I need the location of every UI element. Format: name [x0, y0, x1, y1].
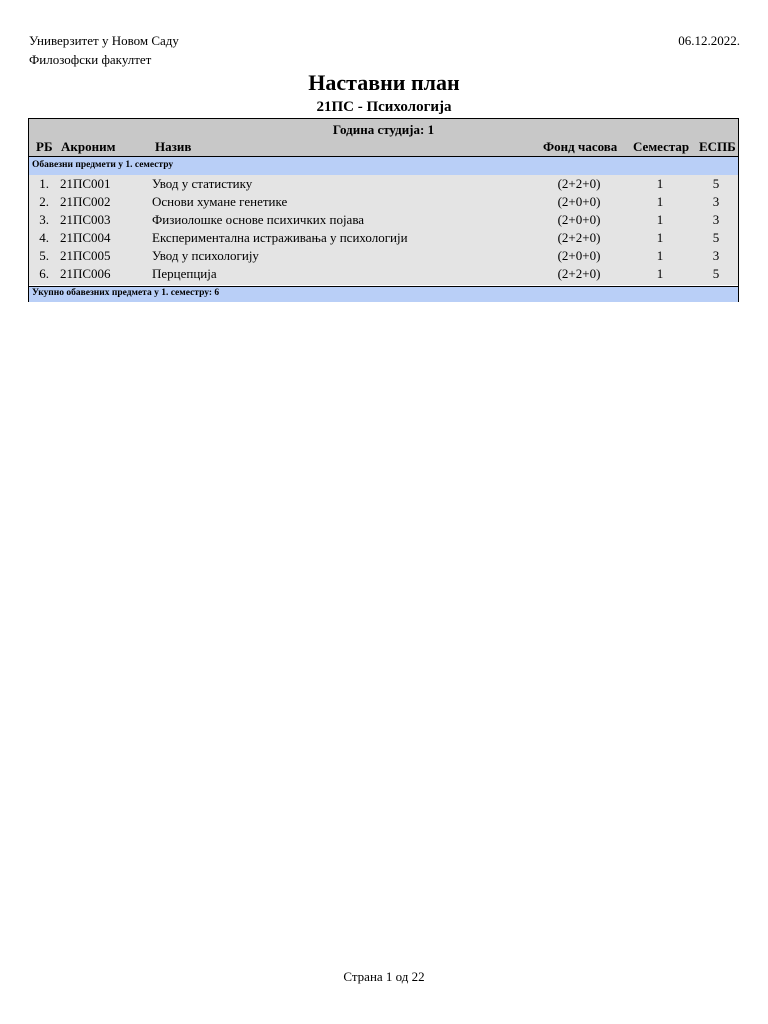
- header-date: 06.12.2022.: [678, 33, 740, 48]
- row-rb: 5.: [39, 248, 49, 263]
- column-header-name: Назив: [155, 139, 192, 154]
- row-semester: 1: [656, 176, 664, 191]
- header-faculty: Филозофски факултет: [29, 52, 152, 67]
- semester-group-label: Обавезни предмети у 1. семестру: [32, 160, 174, 170]
- document-title: Наставни план: [308, 70, 460, 95]
- row-acronym: 21ПС006: [60, 266, 111, 281]
- row-semester: 1: [656, 230, 664, 245]
- row-rb: 4.: [39, 230, 49, 245]
- column-header-hours: Фонд часова: [543, 139, 618, 154]
- table-row: [29, 229, 738, 247]
- table-row: [29, 247, 738, 265]
- row-ects: 3: [712, 194, 720, 209]
- semester-total-band: [29, 286, 738, 302]
- document-subtitle: 21ПС - Психологија: [316, 99, 452, 115]
- row-semester: 1: [656, 212, 664, 227]
- row-rb: 1.: [39, 176, 49, 191]
- row-acronym: 21ПС005: [60, 248, 111, 263]
- course-rows: [29, 175, 738, 285]
- year-header: [29, 119, 738, 157]
- column-header-semester: Семестар: [633, 139, 690, 154]
- row-hours: (2+0+0): [557, 194, 601, 209]
- row-ects: 3: [712, 212, 720, 227]
- plan-table: [28, 118, 739, 302]
- row-semester: 1: [656, 266, 664, 281]
- column-header-rb: РБ: [36, 139, 53, 154]
- row-hours: (2+0+0): [557, 212, 601, 227]
- semester-group-band: [29, 157, 738, 175]
- row-hours: (2+2+0): [557, 176, 601, 191]
- row-hours: (2+0+0): [557, 248, 601, 263]
- row-name: Експериментална истраживања у психологији: [152, 230, 408, 245]
- row-ects: 3: [712, 248, 720, 263]
- row-name: Физиолошке основе психичких појава: [152, 212, 365, 227]
- row-ects: 5: [712, 230, 720, 245]
- row-rb: 3.: [39, 212, 49, 227]
- row-semester: 1: [656, 248, 664, 263]
- row-hours: (2+2+0): [557, 230, 601, 245]
- row-name: Перцепција: [152, 266, 217, 281]
- row-ects: 5: [712, 176, 720, 191]
- semester-total-label: Укупно обавезних предмета у 1. семестру: 6: [32, 288, 220, 298]
- table-row: [29, 175, 738, 193]
- page-number: Страна 1 од 22: [343, 969, 425, 984]
- row-acronym: 21ПС004: [60, 230, 111, 245]
- row-semester: 1: [656, 194, 664, 209]
- table-row: [29, 265, 738, 283]
- table-row: [29, 211, 738, 229]
- row-acronym: 21ПС003: [60, 212, 111, 227]
- column-header-ects: ЕСПБ: [699, 139, 736, 154]
- table-row: [29, 193, 738, 211]
- row-rb: 6.: [39, 266, 49, 281]
- row-acronym: 21ПС001: [60, 176, 111, 191]
- row-name: Основи хумане генетике: [152, 194, 288, 209]
- header-university: Универзитет у Новом Саду: [29, 33, 179, 48]
- row-name: Увод у психологију: [152, 248, 259, 263]
- row-rb: 2.: [39, 194, 49, 209]
- row-acronym: 21ПС002: [60, 194, 111, 209]
- year-title: Година студија: 1: [332, 122, 435, 137]
- row-hours: (2+2+0): [557, 266, 601, 281]
- row-ects: 5: [712, 266, 720, 281]
- row-name: Увод у статистику: [152, 176, 253, 191]
- column-header-acronym: Акроним: [61, 139, 116, 154]
